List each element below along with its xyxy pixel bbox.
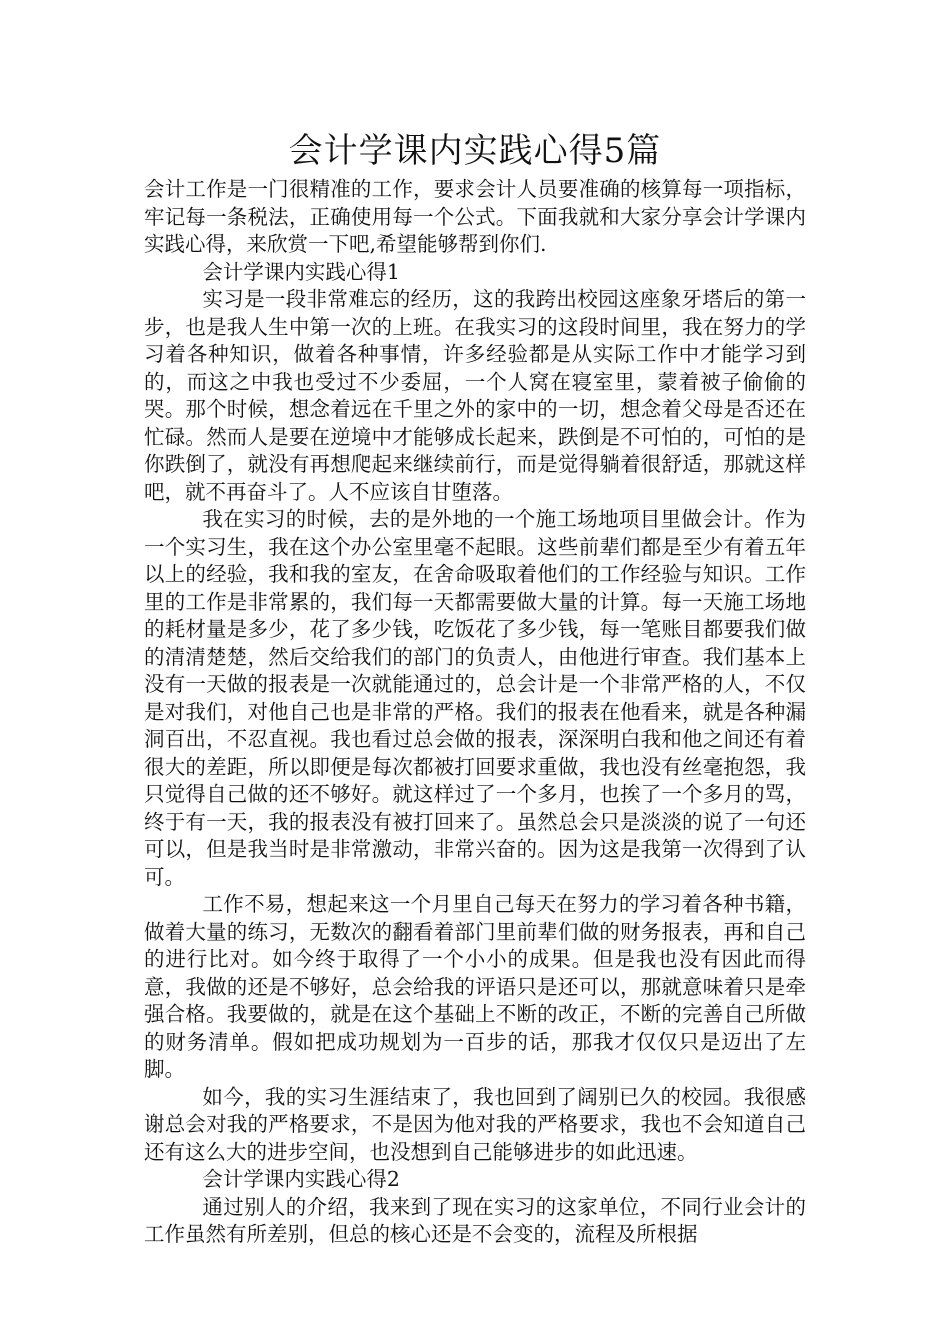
section-heading-2: 会计学课内实践心得2 <box>202 1167 400 1191</box>
section1-paragraph-4: 如今，我的实习生涯结束了，我也回到了阔别已久的校园。我很感谢总会对我的严格要求，不是因为他对我的严格要求，我也不会知道自己还有这么大的进步空间，也没想到自己能够进步的如此迅速。 <box>144 1084 806 1164</box>
section2-paragraph-1: 通过别人的介绍，我来到了现在实习的这家单位，不同行业会计的工作虽然有所差别，但总的核心还是不会变的，流程及所根据 <box>144 1194 806 1246</box>
document-body <box>144 176 806 1249</box>
section1-paragraph-2: 我在实习的时候，去的是外地的一个施工场地项目里做会计。作为一个实习生，我在这个办公室里毫不起眼。这些前辈们都是至少有着五年以上的经验，我和我的室友，在舍命吸取着他们的工作经验与知识。工作里的工作是非常累的，我们每一天都需要做大量的计算。每一天施工场地的耗材量是多少，花了多少钱，吃饭花了多少钱，每一笔账目都要我们做的清清楚楚，然后交给我们的部门的负责人，由他进行审查。我们基本上没有一天做的报表是一次就能通过的，总会计是一个非常严格的人，不仅是对我们，对他自己也是非常的严格。我们的报表在他看来，就是各种漏洞百出，不忍直视。我也看过总会做的报表，深深明白我和他之间还有着很大的差距，所以即便是每次都被打回要求重做，我也没有丝毫抱怨，我只觉得自己做的还不够好。就这样过了一个多月，也挨了一个多月的骂，终于有一天，我的报表没有被打回来了。虽然总会只是淡淡的说了一句还可以，但是我当时是非常激动，非常兴奋的。因为这是我第一次得到了认可。 <box>144 507 806 889</box>
section1-paragraph-3: 工作不易，想起来这一个月里自己每天在努力的学习着各种书籍，做着大量的练习，无数次的翻看着部门里前辈们做的财务报表，再和自己的进行比对。如今终于取得了一个小小的成果。但是我也没有因此而得意，我做的还是不够好，总会给我的评语只是还可以，那就意味着只是牵强合格。我要做的，就是在这个基础上不断的改正，不断的完善自己所做的财务清单。假如把成功规划为一百步的话，那我才仅仅只是迈出了左脚。 <box>144 892 806 1081</box>
section1-paragraph-1: 实习是一段非常难忘的经历，这的我跨出校园这座象牙塔后的第一步，也是我人生中第一次的上班。在我实习的这段时间里，我在努力的学习着各种知识，做着各种事情，许多经验都是从实际工作中才能学习到的，而这之中我也受过不少委屈，一个人窝在寝室里，蒙着被子偷偷的哭。那个时候，想念着远在千里之外的家中的一切，想念着父母是否还在忙碌。然而人是要在逆境中才能够成长起来，跌倒是不可怕的，可怕的是你跌倒了，就没有再想爬起来继续前行，而是觉得躺着很舒适，那就这样吧，就不再奋斗了。人不应该自甘堕落。 <box>144 287 806 504</box>
intro-paragraph: 会计工作是一门很精准的工作，要求会计人员要准确的核算每一项指标，牢记每一条税法，正确使用每一个公式。下面我就和大家分享会计学课内实践心得，来欣赏一下吧,希望能够帮到你们. <box>144 177 806 256</box>
section-heading-1: 会计学课内实践心得1 <box>202 259 400 284</box>
document-title: 会计学课内实践心得5篇 <box>288 131 662 171</box>
